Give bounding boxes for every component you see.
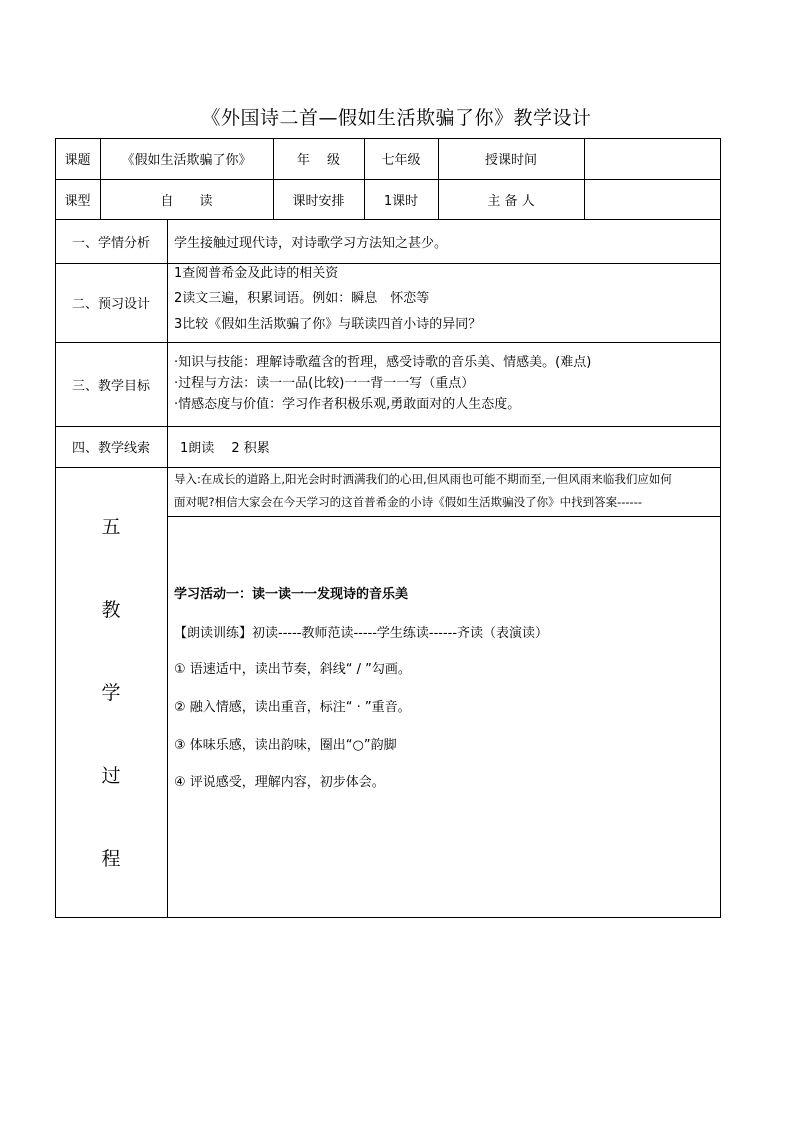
reading-step: ② 融入情感，读出重音，标注“ · ”重音。 bbox=[174, 700, 411, 715]
label-preparer: 主 备 人 bbox=[487, 193, 535, 209]
grade-value: 七年级 bbox=[381, 153, 421, 168]
student-analysis-text: 学生接触过现代诗，对诗歌学习方法知之甚少。 bbox=[174, 235, 448, 251]
preview-item: 3比较《假如生活欺骗了你》与联读四首小诗的异同？ bbox=[174, 317, 482, 332]
section-label-char: 过 bbox=[101, 765, 121, 787]
section-label-student-analysis: 一、学情分析 bbox=[71, 235, 150, 251]
teaching-time-value bbox=[584, 138, 721, 179]
intro-text: 面对呢?相信大家会在今天学习的这首普希金的小诗《假如生活欺骗没了你》中找到答案------ bbox=[174, 495, 642, 509]
reading-training: 【朗读训练】初读-----教师范读-----学生练读------齐读（表演读） bbox=[174, 626, 549, 641]
goal-item: ·过程与方法：读一一品(比较)一一背一一写（重点） bbox=[174, 376, 475, 391]
section-label-char: 教 bbox=[101, 599, 121, 621]
section-label-char: 学 bbox=[101, 682, 121, 704]
preview-item: 2读文三遍，积累词语。例如：瞬息 怀恋等 bbox=[174, 291, 430, 306]
reading-step: ① 语速适中，读出节奏，斜线“ / ”勾画。 bbox=[174, 662, 411, 677]
label-lesson-type: 课型 bbox=[64, 193, 91, 209]
reading-step: ④ 评说感受，理解内容，初步体会。 bbox=[174, 775, 385, 790]
lesson-type-value: 自 读 bbox=[160, 193, 213, 209]
label-class-hours: 课时安排 bbox=[292, 193, 345, 209]
label-col-divider bbox=[167, 219, 168, 918]
preview-item: 1查阅普希金及此诗的相关资 bbox=[174, 266, 339, 281]
section-label-preview-design: 二、预习设计 bbox=[71, 297, 150, 312]
teaching-clue-text: 1朗读 2 积累 bbox=[180, 441, 270, 456]
goal-item: ·情感态度与价值：学习作者积极乐观,勇敢面对的人生态度。 bbox=[174, 397, 521, 412]
activity-title: 学习活动一：读一读一一发现诗的音乐美 bbox=[174, 587, 409, 602]
reading-step: ③ 体味乐感，读出韵味，圈出“○”韵脚 bbox=[174, 738, 397, 753]
row-divider bbox=[55, 467, 721, 468]
class-hours-value: 1课时 bbox=[383, 193, 419, 209]
section-label-char: 五 bbox=[101, 516, 121, 538]
section-label-char: 程 bbox=[101, 848, 121, 870]
section-label-teaching-goals: 三、教学目标 bbox=[71, 378, 150, 394]
label-grade: 年 级 bbox=[296, 153, 341, 168]
goal-item: ·知识与技能：理解诗歌蕴含的哲理，感受诗歌的音乐美、情感美。(难点) bbox=[174, 355, 592, 370]
topic-value: 《假如生活欺骗了你》 bbox=[121, 153, 252, 168]
intro-text: 导入:在成长的道路上,阳光会时时洒满我们的心田,但风雨也可能不期而至,一但风雨来临我们应如何 bbox=[174, 472, 672, 486]
label-topic: 课题 bbox=[64, 153, 91, 168]
label-teaching-time: 授课时间 bbox=[484, 153, 537, 168]
intro-divider bbox=[167, 516, 721, 517]
document-title: 《外国诗二首—假如生活欺骗了你》教学设计 bbox=[201, 107, 592, 129]
section-label-teaching-clue: 四、教学线索 bbox=[71, 441, 150, 456]
preparer-value bbox=[584, 179, 721, 219]
